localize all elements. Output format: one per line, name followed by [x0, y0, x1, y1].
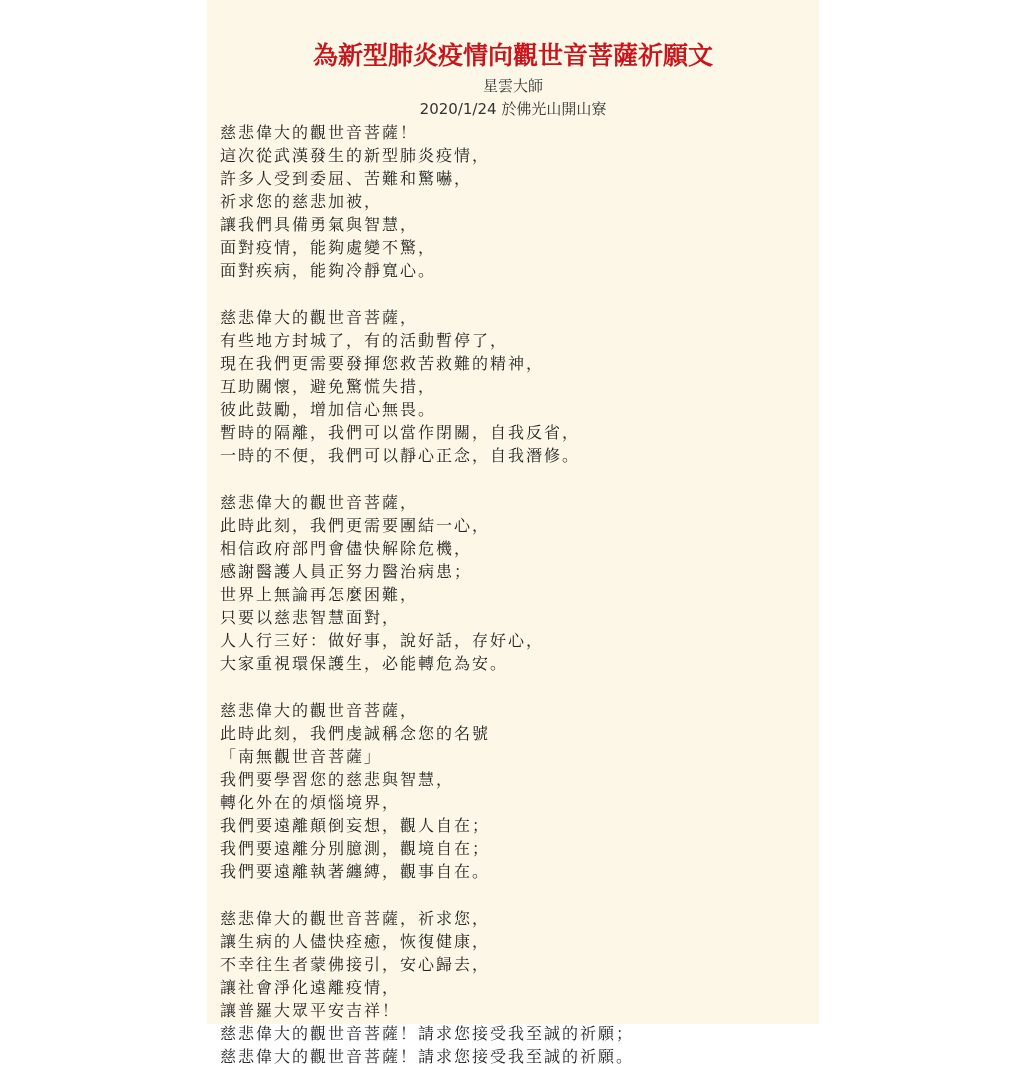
verse-line: 此時此刻，我們更需要團結一心， — [220, 516, 491, 535]
verse-line: 慈悲偉大的觀世音菩薩， — [220, 308, 419, 327]
verse-line: 互助關懷，避免驚慌失措， — [220, 377, 437, 396]
stanza-2 — [220, 306, 810, 467]
verse-line: 慈悲偉大的觀世音菩薩！請求您接受我至誠的祈願； — [220, 1024, 635, 1043]
verse-line: 慈悲偉大的觀世音菩薩！ — [220, 123, 419, 142]
verse-line: 不幸往生者蒙佛接引，安心歸去， — [220, 955, 491, 974]
author-line: 星雲大師 — [482, 77, 543, 95]
verse-line: 慈悲偉大的觀世音菩薩！請求您接受我至誠的祈願。 — [220, 1047, 635, 1066]
prayer-body — [220, 121, 810, 1092]
stanza-3 — [220, 491, 810, 675]
verse-line: 「南無觀世音菩薩」 — [220, 747, 383, 766]
verse-line: 感謝醫護人員正努力醫治病患； — [220, 562, 473, 581]
stanza-5 — [220, 907, 810, 1068]
verse-line: 現在我們更需要發揮您救苦救難的精神， — [220, 354, 545, 373]
document-page — [207, 0, 819, 1066]
verse-line: 面對疫情，能夠處變不驚， — [220, 238, 437, 257]
verse-line: 許多人受到委屈、苦難和驚嚇， — [220, 169, 473, 188]
verse-line: 世界上無論再怎麼困難， — [220, 585, 419, 604]
verse-line: 祈求您的慈悲加被， — [220, 192, 383, 211]
verse-line: 暫時的隔離，我們可以當作閉關，自我反省， — [220, 423, 581, 442]
verse-line: 我們要學習您的慈悲與智慧， — [220, 770, 455, 789]
verse-line: 只要以慈悲智慧面對， — [220, 608, 401, 627]
stanza-4 — [220, 699, 810, 883]
verse-line: 此時此刻，我們虔誠稱念您的名號 — [220, 724, 491, 743]
verse-line: 慈悲偉大的觀世音菩薩， — [220, 493, 419, 512]
page-title: 為新型肺炎疫情向觀世音菩薩祈願文 — [312, 41, 713, 70]
verse-line: 慈悲偉大的觀世音菩薩， — [220, 701, 419, 720]
verse-line: 相信政府部門會儘快解除危機， — [220, 539, 473, 558]
verse-line: 讓社會淨化遠離疫情， — [220, 978, 401, 997]
verse-line: 我們要遠離執著纏縛，觀事自在。 — [220, 862, 491, 881]
verse-line: 我們要遠離分別臆測，觀境自在； — [220, 839, 491, 858]
verse-line: 讓普羅大眾平安吉祥！ — [220, 1001, 401, 1020]
verse-line: 慈悲偉大的觀世音菩薩，祈求您， — [220, 909, 491, 928]
verse-line: 面對疾病，能夠冷靜寬心。 — [220, 261, 437, 280]
stanza-1 — [220, 121, 810, 282]
verse-line: 讓我們具備勇氣與智慧， — [220, 215, 419, 234]
verse-line: 彼此鼓勵，增加信心無畏。 — [220, 400, 437, 419]
verse-line: 轉化外在的煩惱境界， — [220, 793, 401, 812]
verse-line: 大家重視環保護生，必能轉危為安。 — [220, 654, 509, 673]
verse-line: 一時的不便，我們可以靜心正念，自我潛修。 — [220, 446, 581, 465]
verse-line: 我們要遠離顛倒妄想，觀人自在； — [220, 816, 491, 835]
date-location-line: 2020/1/24 於佛光山開山寮 — [419, 100, 607, 118]
verse-line: 讓生病的人儘快痊癒，恢復健康， — [220, 932, 491, 951]
verse-line: 有些地方封城了，有的活動暫停了， — [220, 331, 509, 350]
verse-line: 人人行三好：做好事，說好話，存好心， — [220, 631, 545, 650]
verse-line: 這次從武漢發生的新型肺炎疫情， — [220, 146, 491, 165]
